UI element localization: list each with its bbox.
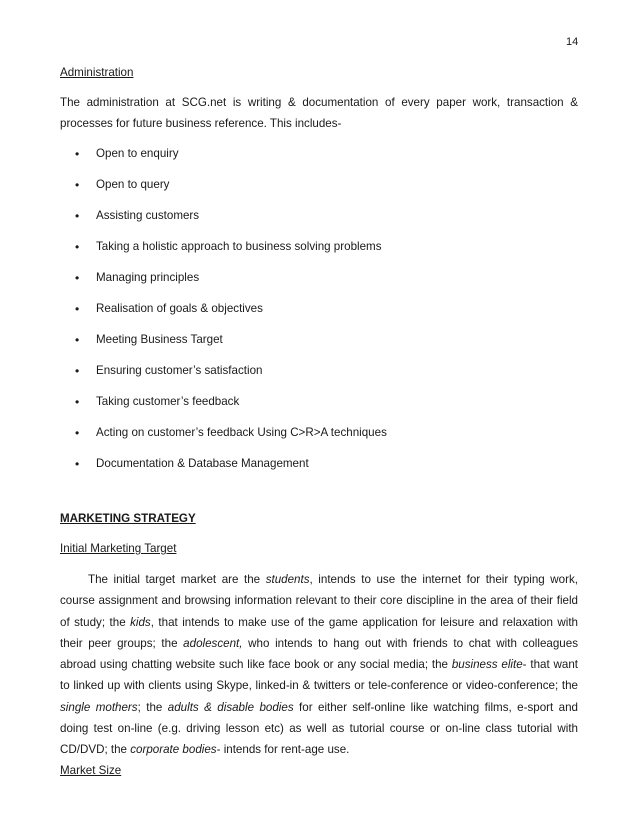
list-item: • Taking a holistic approach to business solving problems xyxy=(60,240,387,271)
list-item: • Assisting customers xyxy=(60,209,387,240)
marketing-paragraph: The initial target market are the students, intends to use the internet for their typing work, course assignment and browsing information relevant to their core discipline in the area of their field of study; the kids, that intends to make use of the game application for leisure and relaxation with their peer groups; the adolescent, who intends to hang out with friends to chat with colleagues abroad using chatting website such like face book or any social media; the business elite- that want to linked up with clients using Skype, linked-in & twitters or tele-conference or video-conference; the single mothers; the adults & disable bodies for either self-online like watching films, e-sport and doing test on-line (e.g. driving lesson etc) as well as tutorial course or on-line class tutorial with CD/DVD; the corporate bodies- intends for rent-age use. xyxy=(60,573,578,757)
list-item: • Taking customer’s feedback xyxy=(60,395,387,426)
page-number: 14 xyxy=(566,36,579,48)
market-size-heading: Market Size xyxy=(60,764,122,777)
list-item: • Open to enquiry xyxy=(60,147,387,178)
administration-list xyxy=(60,147,387,488)
list-item: • Realisation of goals & objectives xyxy=(60,302,387,333)
list-item: • Ensuring customer’s satisfaction xyxy=(60,364,387,395)
marketing-heading: MARKETING STRATEGY xyxy=(60,512,196,525)
list-item: • Acting on customer’s feedback Using C>R>A techniques xyxy=(60,426,387,457)
administration-intro: The administration at SCG.net is writing & documentation of every paper work, transaction & processes for future business reference. This includes- xyxy=(60,96,578,130)
list-item: • Managing principles xyxy=(60,271,387,302)
list-item: • Meeting Business Target xyxy=(60,333,387,364)
list-item: • Open to query xyxy=(60,178,387,209)
administration-heading: Administration xyxy=(60,66,134,79)
marketing-subheading: Initial Marketing Target xyxy=(60,542,177,555)
list-item: • Documentation & Database Management xyxy=(60,457,387,488)
